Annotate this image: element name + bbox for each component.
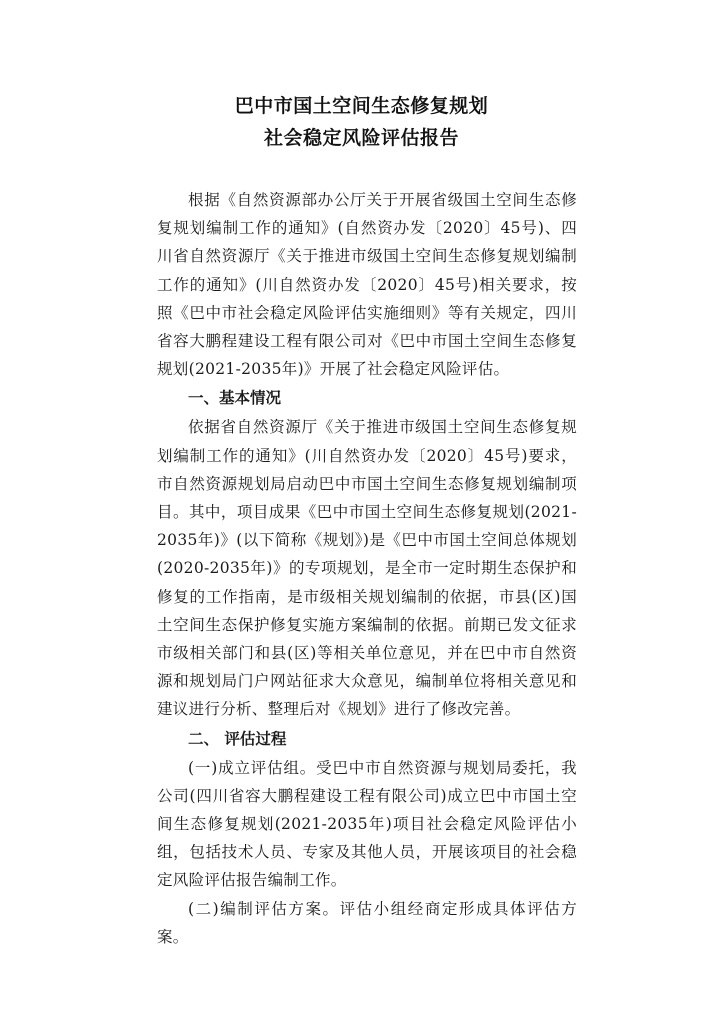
paragraph-basic-info: 依据省自然资源厅《关于推进市级国土空间生态修复规划编制工作的通知》(川自然资办发〔2020〕45号)要求，市自然资源规划局启动巴中市国土空间生态修复规划编制项目。其中，项目成果《巴中市国土空间生态修复规划(2021-2035年)》(以下简称《规划》)是《巴中市国土空间总体规划(2020-2035年)》的专项规划，是全市一定时期生态保护和修复的工作指南，是市级相关规划编制的依据，市县(区)国土空间生态保护修复实施方案编制的依据。前期已发文征求市级相关部门和县(区)等相关单位意见，并在巴中市自然资源和规划局门户网站征求大众意见，编制单位将相关意见和建议进行分析、整理后对《规划》进行了修改完善。 [157,418,577,719]
section-heading-process: 二、 评估过程 [188,729,287,748]
paragraph-process-step-2: (二)编制评估方案。评估小组经商定形成具体评估方案。 [157,899,577,946]
paragraph-process-step-1: (一)成立评估组。受巴中市自然资源与规划局委托，我公司(四川省容大鹏程建设工程有限公司)成立巴中市国土空间生态修复规划(2021-2035年)项目社会稳定风险评估小组，包括技术人员、专家及其他人员，开展该项目的社会稳定风险评估报告编制工作。 [157,758,577,890]
document-body [157,186,577,951]
title-line-1: 巴中市国土空间生态修复规划 [234,95,489,117]
title-line-2: 社会稳定风险评估报告 [263,127,459,149]
section-heading-basic-info: 一、基本情况 [188,389,282,408]
document-title [0,90,723,154]
paragraph-intro: 根据《自然资源部办公厅关于开展省级国土空间生态修复规划编制工作的通知》(自然资办发〔2020〕45号)、四川省自然资源厅《关于推进市级国土空间生态修复规划编制工作的通知》(川自然资办发〔2020〕45号)相关要求，按照《巴中市社会稳定风险评估实施细则》等有关规定，四川省容大鹏程建设工程有限公司对《巴中市国土空间生态修复规划(2021-2035年)》开展了社会稳定风险评估。 [157,191,577,379]
